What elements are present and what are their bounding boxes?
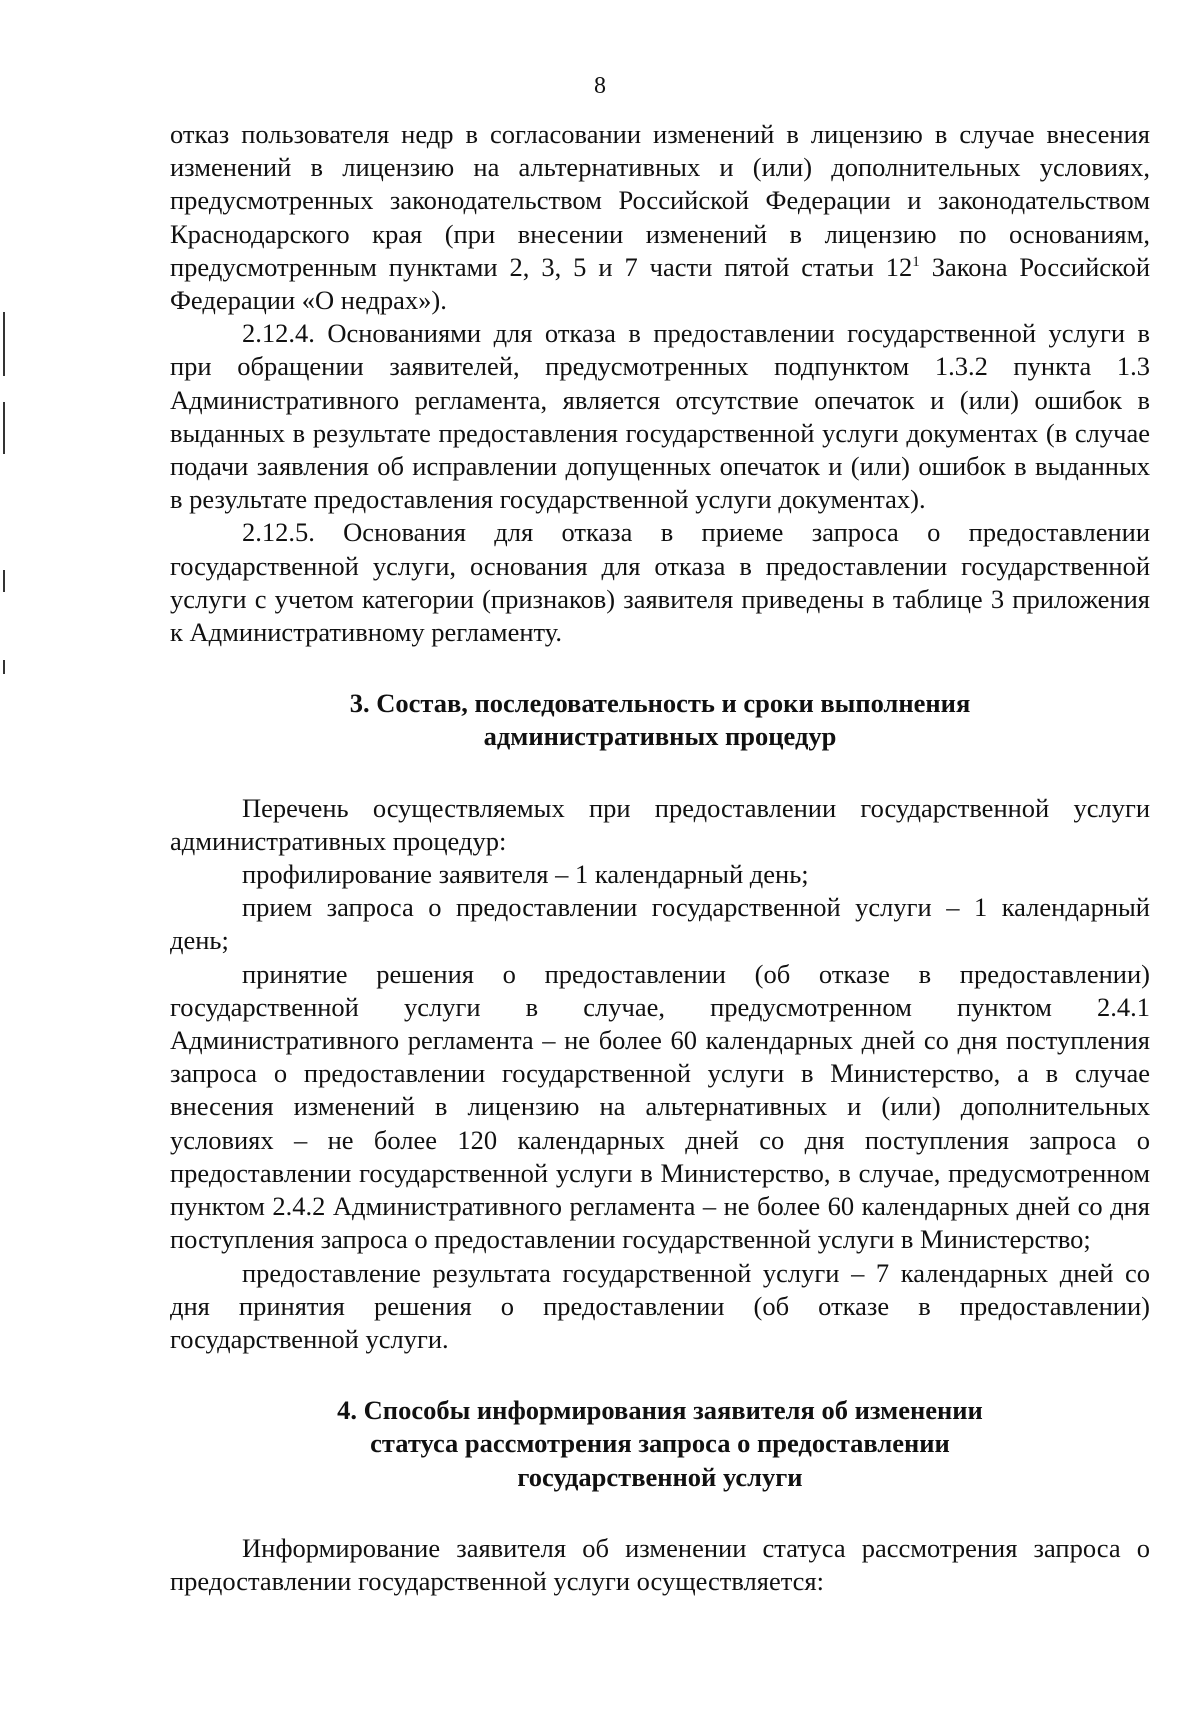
list-item: принятие решения о предоставлении (об отказе в предоставлении) государственной услуги в случае, предусмотренном пунктом 2.4.1 Административного регламента – не более 60 календарных дней со дня поступления запроса о предоставлении государственной услуги в Министерство, а в случае внесения изменений в лицензию на альтернативных и (или) дополнительных условиях – не более 120 календарных дней со дня поступления запроса о предоставлении государственной услуги в Министерство, в случае, предусмотренном пунктом 2.4.2 Административного регламента – не более 60 календарных дней со дня поступления запроса о предоставлении государственной услуги в Министерство; — [170, 958, 1150, 1255]
list-item: предоставление результата государственной услуги – 7 календарных дней со дня принятия решения о предоставлении (об отказе в предоставлении) государственной услуги. — [170, 1257, 1150, 1354]
heading-line: государственной услуги — [517, 1461, 803, 1492]
paragraph-text: отказ пользователя недр в согласовании изменений в лицензию в случае внесения изменений в лицензию на альтернативных и (или) дополнительных условиях, предусмотренных законодательством Российской Федерации и законодательством Краснодарского края (при внесении изменений в лицензию по основаниям, предусмотренным пунктами 2, 3, 5 и 7 части пятой статьи 12 — [170, 119, 1150, 282]
paragraph: Информирование заявителя об изменении статуса рассмотрения запроса о предоставлении государственной услуги осуществляется: — [170, 1532, 1150, 1596]
section-4-heading — [170, 1394, 1150, 1494]
section-3-heading — [170, 687, 1150, 753]
heading-line: административных процедур — [483, 721, 837, 752]
paragraph-continuation — [170, 118, 1150, 317]
paragraph-2-12-5: 2.12.5. Основания для отказа в приеме запроса о предоставлении государственной услуги, основания для отказа в предоставлении государственной услуги с учетом категории (признаков) заявителя приведены в таблице 3 приложения к Административному регламенту. — [170, 517, 1150, 648]
document-body — [170, 118, 1150, 1598]
superscript: 1 — [912, 253, 920, 270]
list-item: профилирование заявителя – 1 календарный день; — [242, 859, 809, 890]
heading-line: 4. Способы информирования заявителя об изменении — [337, 1395, 983, 1426]
heading-line: 3. Состав, последовательность и сроки выполнения — [349, 688, 971, 719]
page-number: 8 — [594, 73, 606, 99]
heading-line: статуса рассмотрения запроса о предоставлении — [370, 1428, 950, 1459]
scan-margin-mark — [3, 660, 5, 674]
list-item: прием запроса о предоставлении государственной услуги – 1 календарный день; — [170, 892, 1150, 956]
scan-margin-mark — [3, 570, 5, 592]
scan-margin-mark — [3, 402, 5, 454]
paragraph-text-tail: Закона Российской Федерации «О недрах»). — [170, 251, 1150, 316]
scan-margin-mark — [3, 312, 5, 376]
paragraph-2-12-4: 2.12.4. Основаниями для отказа в предоставлении государственной услуги в при обращении заявителей, предусмотренных подпунктом 1.3.2 пункта 1.3 Административного регламента, является отсутствие опечаток и (или) ошибок в выданных в результате предоставления государственной услуги документах (в случае подачи заявления об исправлении допущенных опечаток и (или) ошибок в выданных в результате предоставления государственной услуги документах). — [170, 318, 1150, 515]
paragraph: Перечень осуществляемых при предоставлении государственной услуги административных процедур: — [170, 792, 1150, 856]
